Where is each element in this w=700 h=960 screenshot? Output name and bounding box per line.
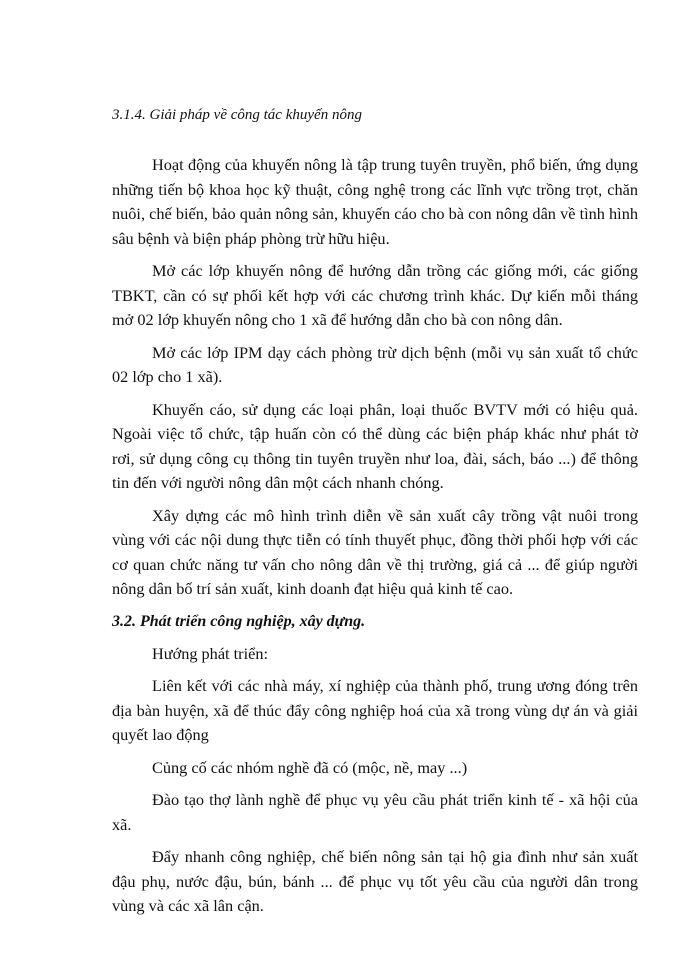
paragraph-factory-links: Liên kết với các nhà máy, xí nghiệp của thành phố, trung ương đóng trên địa bàn huyện, xã để thúc đẩy công nghiệp hoá của xã trong vùng dự án và giải quyết lao động (112, 676, 638, 744)
paragraph-extension-activities: Hoạt động của khuyến nông là tập trung tuyên truyền, phổ biến, ứng dụng những tiến bộ khoa học kỹ thuật, công nghệ trong các lĩnh vực trồng trọt, chăn nuôi, chế biến, bảo quản nông sản, khuyến cáo cho bà con nông dân về tình hình sâu bệnh và biện pháp phòng trừ hữu hiệu. (112, 155, 638, 248)
paragraph-demonstration-models: Xây dựng các mô hình trình diễn về sản xuất cây trồng vật nuôi trong vùng với các nội dung thực tiễn có tính thuyết phục, đồng thời phối hợp với các cơ quan chức năng tư vấn cho nông dân về thị trường, giá cả ... để giúp người nông dân bố trí sản xuất, kinh doanh đạt hiệu quả kinh tế cao. (112, 505, 638, 598)
paragraph-development-direction: Hướng phát triển: (152, 643, 269, 663)
paragraph-craft-groups: Củng cố các nhóm nghề đã có (mộc, nề, may ...) (152, 757, 468, 777)
section-heading-3-2: 3.2. Phát triển công nghiệp, xây dựng. (112, 612, 366, 630)
document-page (112, 103, 638, 927)
paragraph-fertilizer-advice: Khuyến cáo, sử dụng các loại phân, loại thuốc BVTV mới có hiệu quả. Ngoài việc tổ chức, tập huấn còn có thể dùng các biện pháp khác như phát tờ rơi, sử dụng công cụ thông tin tuyên truyền như loa, đài, sách, báo ...) để thông tin đến với người nông dân một cách nhanh chóng. (112, 399, 638, 492)
section-heading-3-1-4: 3.1.4. Giải pháp về công tác khuyến nông (112, 107, 362, 123)
paragraph-household-processing: Đẩy nhanh công nghiệp, chế biến nông sản tại hộ gia đình như sản xuất đậu phụ, nước đậu, bún, bánh ... để phục vụ tốt yêu cầu của người dân trong vùng và các xã lân cận. (112, 847, 638, 915)
paragraph-worker-training: Đào tạo thợ lành nghề để phục vụ yêu cầu phát triển kinh tế - xã hội của xã. (112, 790, 638, 834)
paragraph-ipm-classes: Mở các lớp IPM dạy cách phòng trừ dịch bệnh (mỗi vụ sản xuất tổ chức 02 lớp cho 1 xã). (112, 342, 638, 386)
paragraph-extension-classes: Mở các lớp khuyến nông để hướng dẫn trồng các giống mới, các giống TBKT, cần có sự phối kết hợp với các chương trình khác. Dự kiến mỗi tháng mở 02 lớp khuyến nông cho 1 xã để hướng dẫn cho bà con nông dân. (112, 261, 638, 329)
